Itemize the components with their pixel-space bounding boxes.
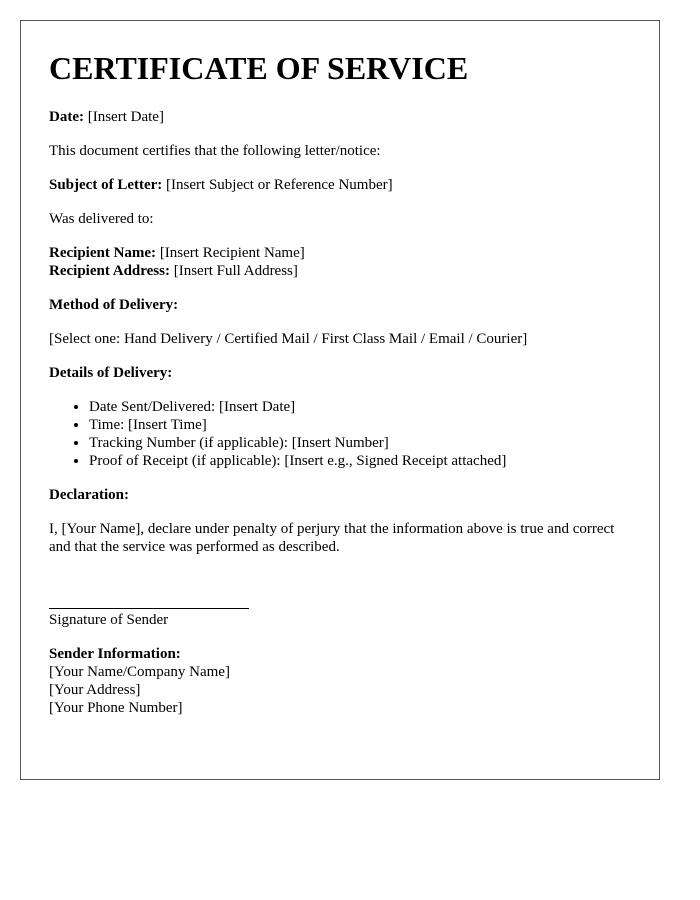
list-item: • Tracking Number (if applicable): [Insert Number] [89, 434, 631, 452]
declaration-heading: Declaration: [49, 487, 129, 503]
list-item: • Proof of Receipt (if applicable): [Insert e.g., Signed Receipt attached] [89, 452, 631, 470]
signature-line [49, 608, 249, 609]
details-list [49, 398, 631, 470]
method-heading: Method of Delivery: [49, 297, 179, 313]
delivered-to-text: Was delivered to: [49, 211, 154, 227]
list-item: • Date Sent/Delivered: [Insert Date] [89, 398, 631, 416]
recipient-name-value: [Insert Recipient Name] [156, 245, 305, 261]
certificate-page [20, 20, 660, 780]
intro-text: This document certifies that the following letter/notice: [49, 143, 381, 159]
sender-line: [Your Phone Number] [49, 700, 183, 716]
subject-value: [Insert Subject or Reference Number] [162, 177, 393, 193]
recipient-name-line [49, 244, 631, 262]
recipient-address-line [49, 262, 631, 280]
sender-line: [Your Name/Company Name] [49, 664, 230, 680]
date-value: [Insert Date] [83, 109, 164, 125]
recipient-address-value: [Insert Full Address] [169, 263, 298, 279]
sender-heading: Sender Information: [49, 646, 181, 662]
date-line [49, 108, 631, 126]
signature-caption: Signature of Sender [49, 612, 169, 628]
declaration-text: I, [Your Name], declare under penalty of perjury that the information above is true and correct and that the service was performed as described. [49, 521, 615, 555]
details-heading: Details of Delivery: [49, 365, 173, 381]
subject-line [49, 176, 631, 194]
recipient-address-label: Recipient Address: [49, 263, 170, 279]
subject-label: Subject of Letter: [49, 177, 163, 193]
document-title: CERTIFICATE OF SERVICE [49, 50, 469, 86]
date-label: Date: [49, 109, 84, 125]
sender-line: [Your Address] [49, 682, 141, 698]
method-options: [Select one: Hand Delivery / Certified Mail / First Class Mail / Email / Courier] [49, 331, 528, 347]
list-item: • Time: [Insert Time] [89, 416, 631, 434]
recipient-name-label: Recipient Name: [49, 245, 157, 261]
